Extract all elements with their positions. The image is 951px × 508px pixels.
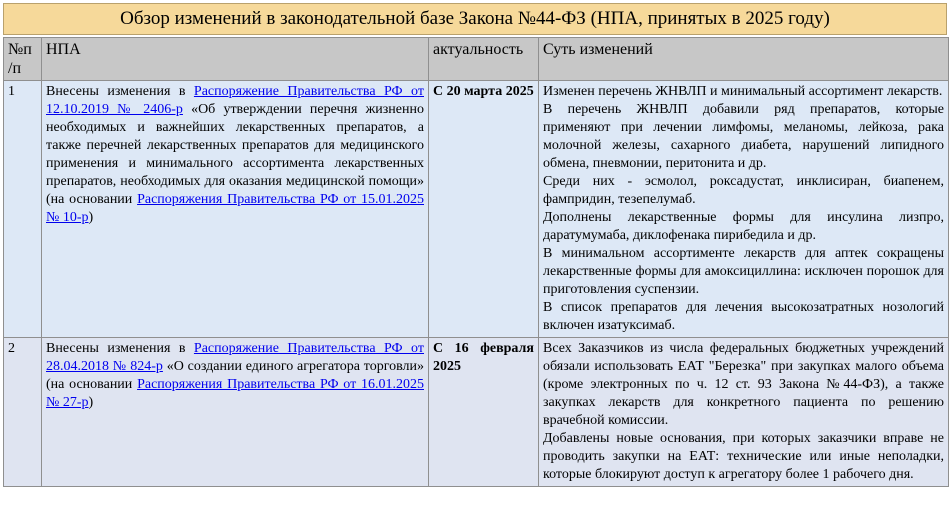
npa-link[interactable]: Распоряжение Правительства РФ от 28.04.2018 № 824-р [46,341,424,374]
row-num: 1 [4,81,42,338]
table-row [4,338,949,487]
header-actual: актуальность [429,38,539,81]
npa-tail: ) [88,395,94,410]
npa-cell [42,81,429,338]
changes-table [3,37,949,487]
npa-lead: Внесены изменения в [46,84,194,99]
npa-tail: ) [88,210,94,225]
essence-paragraph: В минимальном ассортименте лекарств для аптек сокращены лекарственные формы для амоксициллина: исключен порошок для приготовления суспензии. [543,246,944,297]
npa-text: «Об утверждении перечня жизненно необходимых и важнейших лекарственных препаратов, а также перечней лекарственных препаратов для медицинского применения и минимального ассортимента лекарственных препаратов, необходимых для оказания медицинской помощи» (на основании [46,102,424,207]
table-header-row [4,38,949,81]
essence-cell [539,338,949,487]
essence-cell [539,81,949,338]
essence-paragraph: В список препаратов для лечения высокозатратных нозологий включен изатуксимаб. [543,300,944,333]
header-npa: НПА [42,38,429,81]
npa-basis-link[interactable]: Распоряжения Правительства РФ от 15.01.2025 № 10-р [46,192,424,225]
essence-paragraph: Добавлены новые основания, при которых заказчики вправе не проводить закупки на ЕАТ: технические или иные неполадки, которые блокируют доступ к агрегатору более 1 рабочего дня. [543,431,944,482]
npa-text: «О создании единого агрегатора торговли» (на основании [46,359,424,392]
essence-paragraph: В перечень ЖНВЛП добавили ряд препаратов, которые применяют при лечении лимфомы, меланомы, лейкоза, рака молочной железы, сахарного диабета, нарушений липидного обмена, пневмонии, перитонита и др. [543,102,944,171]
npa-lead: Внесены изменения в [46,341,194,356]
actual-date: С 16 февраля 2025 [429,338,539,487]
essence-paragraph: Среди них - эсмолол, роксадустат, инклисиран, биапенем, фампридин, тезепелумаб. [543,174,944,207]
npa-basis-link[interactable]: Распоряжения Правительства РФ от 16.01.2025 № 27-р [46,377,424,410]
essence-paragraph: Всех Заказчиков из числа федеральных бюджетных учреждений обязали использовать ЕАТ "Березка" при закупках малого объема (кроме электронных по ч. 12 ст. 93 Закона №44-ФЗ), а также закупках лекарств для конкретного пациента по решению врачебной комиссии. [543,341,944,428]
header-num: №п /п [4,38,42,81]
header-essence: Суть изменений [539,38,949,81]
essence-paragraph: Изменен перечень ЖНВЛП и минимальный ассортимент лекарств. [543,84,943,99]
table-row [4,81,949,338]
npa-cell [42,338,429,487]
actual-date: С 20 марта 2025 [429,81,539,338]
document-title: Обзор изменений в законодательной базе Закона №44-ФЗ (НПА, принятых в 2025 году) [3,3,947,35]
npa-link[interactable]: Распоряжение Правительства РФ от 12.10.2019 № 2406-р [46,84,424,117]
essence-paragraph: Дополнены лекарственные формы для инсулина лизпро, даратумумаба, диклофенака пирибедила и др. [543,210,944,243]
row-num: 2 [4,338,42,487]
